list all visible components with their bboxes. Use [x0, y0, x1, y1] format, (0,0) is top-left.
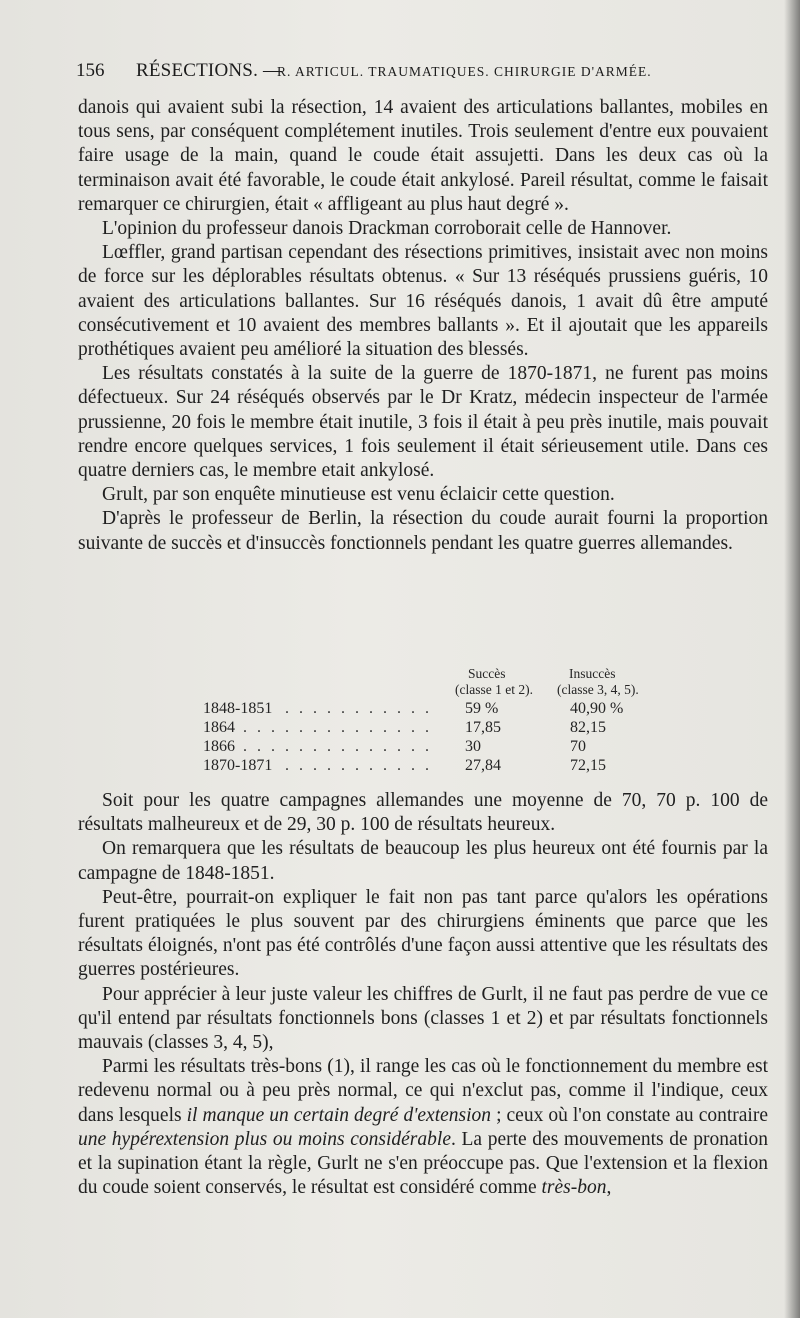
table-row: [203, 719, 673, 738]
col-header-failure: Insuccès: [569, 666, 616, 681]
results-table: [203, 666, 673, 778]
paragraph: danois qui avaient subi la résection, 14 avaient des articulations ballantes, mobiles en tous sens, par conséquent complétement inutiles. Trois seulement d'entre eux pouvaient faire usage de la main, quand le coude était assujetti. Dans les deux cas où la terminaison avait été favorable, le coude était ankylosé. Pareil résultat, comme le faisait remarquer ce chirurgien, était « affligeant au plus haut degré ».: [78, 97, 768, 215]
failure-cell: 82,15: [570, 719, 606, 736]
paragraph: Les résultats constatés à la suite de la guerre de 1870-1871, ne furent pas moins défectueux. Sur 24 réséqués observés par le Dr Kratz, médecin inspecteur de l'armée prussienne, 20 fois le membre était inutile, 3 fois il était à peu près inutile, mais pouvait rendre encore quelques services, 1 fois seulement il était sérieusement utile. Dans ces quatre derniers cas, le membre etait ankylosé.: [78, 363, 768, 482]
italic-run: très-bon: [541, 1177, 607, 1199]
paragraph: Peut-être, pourrait-on expliquer le fait non pas tant parce qu'alors les opérations furent pratiquées le plus souvent par des chirurgiens éminents que parce que les résultats éloignés, n'ont pas été contrôlés d'une façon aussi attentive que les résultats des guerres postérieures.: [78, 886, 768, 981]
paragraph: Pour apprécier à leur juste valeur les chiffres de Gurlt, il ne faut pas perdre de vue ce qu'il entend par résultats fonctionnels bons (classes 1 et 2) et par résultats fonctionnels mauvais (classes 3, 4, 5),: [78, 983, 768, 1054]
paragraph: On remarquera que les résultats de beaucoup les plus heureux ont été fournis par la campagne de 1848-1851.: [78, 838, 768, 884]
dot-leader: . . . . . . . . . . . . . .: [243, 719, 432, 736]
success-cell: 30: [465, 738, 481, 755]
failure-cell: 40,90 %: [570, 700, 624, 717]
italic-run: il manque un certain degré d'extension: [186, 1104, 492, 1126]
year-cell: 1866: [203, 738, 235, 755]
year-cell: 1870-1871: [203, 757, 273, 774]
col-subheader-failure: (classe 3, 4, 5).: [557, 682, 639, 697]
text-run: . La perte des mouvements de pronation et la supination étant la règle, Gurlt ne s'en préoccupe pas. Que l'extension et la flexion du coude soient conservés, le résultat est considéré comme: [78, 1128, 769, 1199]
body-text-top: [78, 96, 768, 556]
table-row: [203, 738, 673, 757]
dot-leader: . . . . . . . . . . .: [285, 700, 432, 717]
col-subheader-success: (classe 1 et 2).: [455, 682, 533, 697]
paragraph: L'opinion du professeur danois Drackman corroborait celle de Hannover.: [102, 218, 672, 240]
table-row: [203, 700, 673, 719]
dot-leader: . . . . . . . . . . .: [285, 757, 432, 774]
text-run: ; ceux où l'on constate au contraire: [491, 1104, 768, 1126]
success-cell: 27,84: [465, 757, 501, 774]
failure-cell: 72,15: [570, 757, 606, 774]
col-header-success: Succès: [468, 666, 506, 681]
paragraph-with-italics: [78, 1055, 768, 1200]
page-header: [76, 60, 766, 86]
body-text-bottom: [78, 789, 768, 1200]
paragraph: Lœffler, grand partisan cependant des résections primitives, insistait avec non moins de force sur les déplorables résultats obtenus. « Sur 13 réséqués prussiens guéris, 10 avaient des articulations ballantes. Sur 16 réséqués danois, 1 avait dû être amputé consécutivement et 10 avaient des membres ballants ». Et il ajoutait que les appareils prothétiques avaient peu amélioré la situation des blessés.: [78, 242, 768, 361]
text-run: Parmi les résultats très-bons (1), il range les cas où le fonctionnement du membre est redevenu normal ou à peu près normal, ce qui n'exclut pas, comme il l'indique, ceux dans lesquels: [78, 1056, 768, 1126]
year-cell: 1864: [203, 719, 235, 736]
running-head: R. ARTICUL. TRAUMATIQUES. CHIRURGIE D'ARMÉE.: [277, 64, 652, 79]
section-title: RÉSECTIONS. —: [136, 60, 283, 81]
table-row: [203, 757, 673, 776]
paragraph: Soit pour les quatre campagnes allemandes une moyenne de 70, 70 p. 100 de résultats malheureux et de 29, 30 p. 100 de résultats heureux.: [78, 790, 768, 836]
text-run: ,: [606, 1177, 612, 1199]
italic-run: une hypérextension plus ou moins considérable: [78, 1128, 451, 1150]
year-cell: 1848-1851: [203, 700, 273, 717]
dot-leader: . . . . . . . . . . . . . .: [243, 738, 432, 755]
page-edge-shadow: [784, 0, 800, 1318]
success-cell: 17,85: [465, 719, 501, 736]
page-number: 156: [76, 60, 105, 81]
success-cell: 59 %: [465, 700, 499, 717]
paragraph: D'après le professeur de Berlin, la résection du coude aurait fourni la proportion suivante de succès et d'insuccès fonctionnels pendant les quatre guerres allemandes.: [78, 508, 768, 554]
failure-cell: 70: [570, 738, 586, 755]
paragraph: Grult, par son enquête minutieuse est venu éclaicir cette question.: [102, 484, 615, 506]
